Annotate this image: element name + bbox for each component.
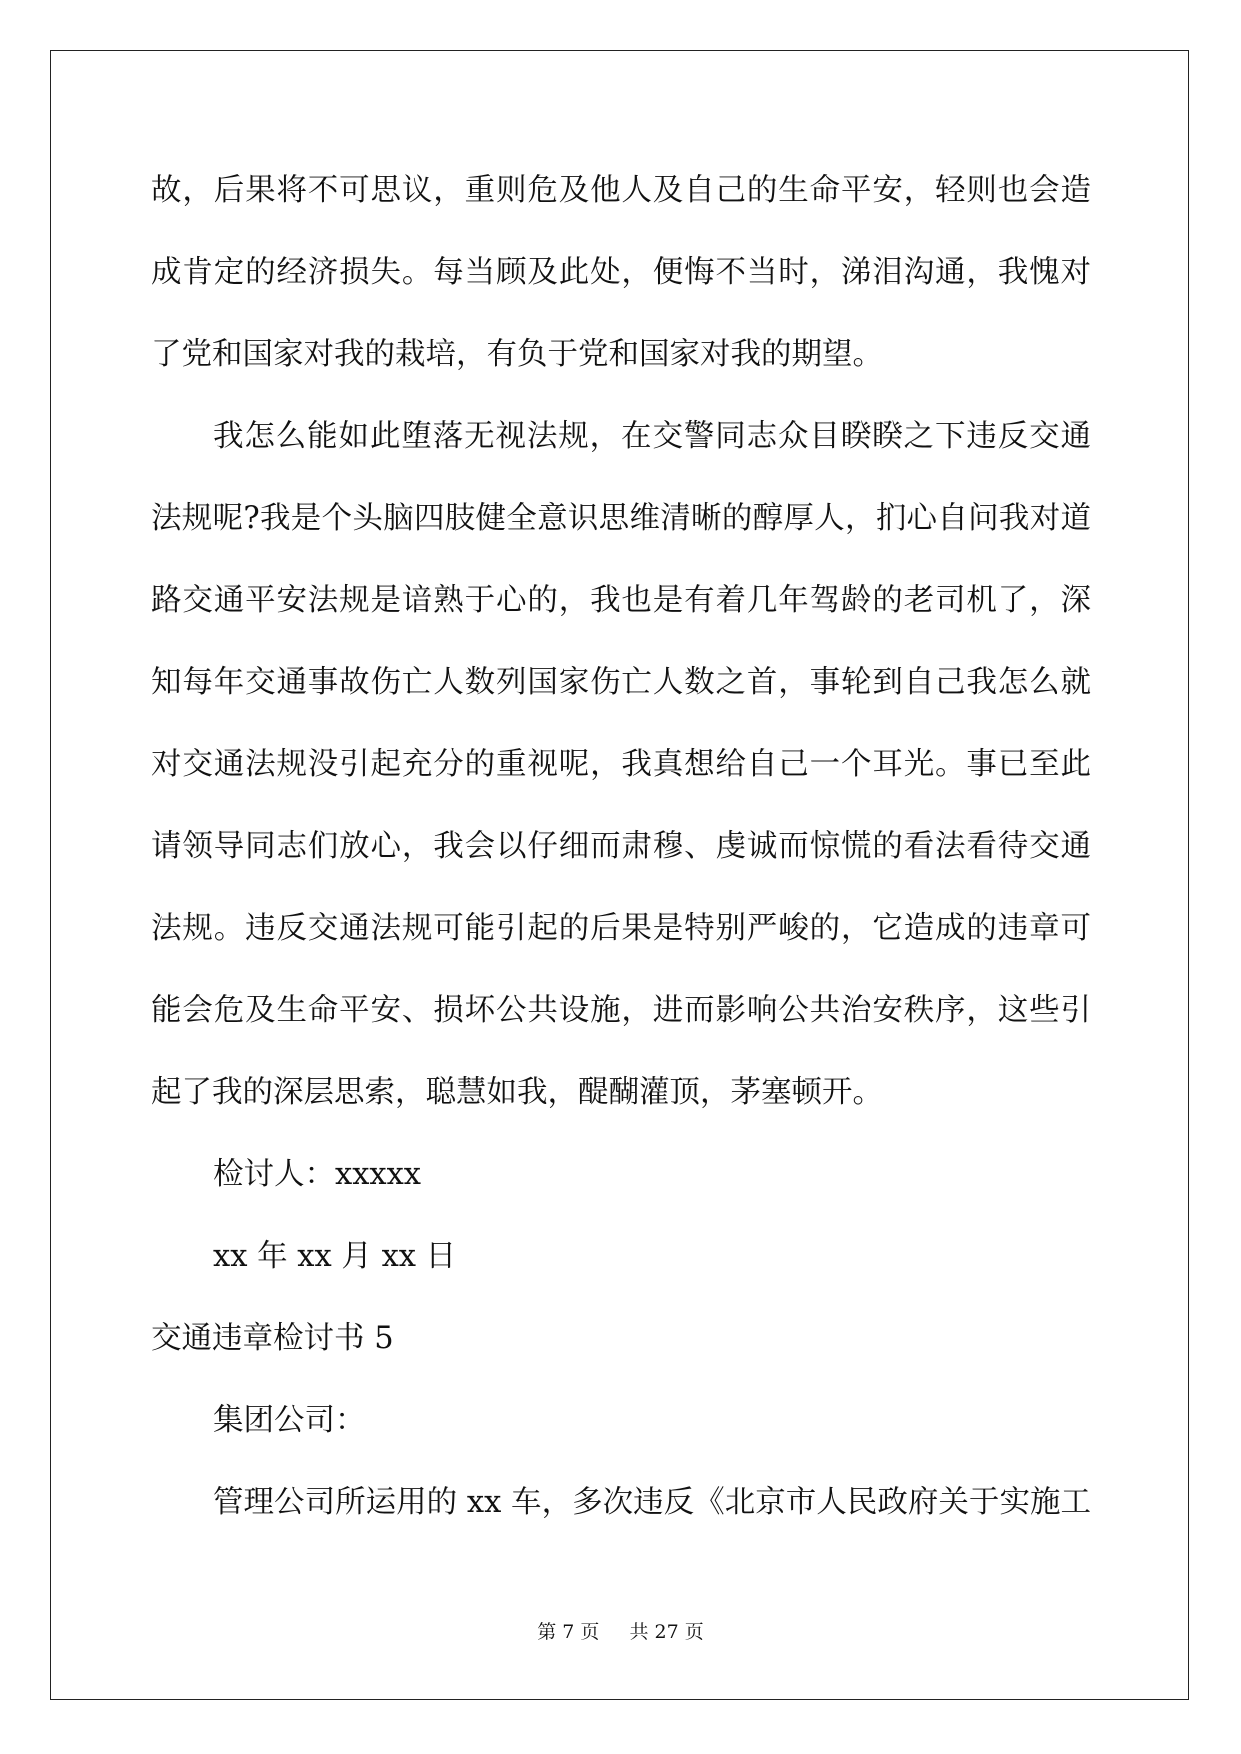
text-line: 法规。违反交通法规可能引起的后果是特别严峻的，它造成的违章可 [151, 911, 1091, 946]
text-line: 法规呢?我是个头脑四肢健全意识思维清晰的醇厚人，扪心自问我对道 [151, 501, 1091, 536]
text-line: 管理公司所运用的 xx 车，多次违反《北京市人民政府关于实施工 [213, 1485, 1091, 1520]
text-line: 我怎么能如此堕落无视法规，在交警同志众目睽睽之下违反交通 [213, 419, 1091, 454]
text-line: 了党和国家对我的栽培，有负于党和国家对我的期望。 [151, 337, 883, 372]
section-heading: 交通违章检讨书 5 [151, 1321, 394, 1356]
page-total: 共 27 页 [629, 1621, 704, 1643]
signature-line: 检讨人：xxxxx [213, 1157, 422, 1192]
text-line: 故，后果将不可思议，重则危及他人及自己的生命平安，轻则也会造 [151, 173, 1091, 208]
document-body [151, 160, 1091, 1554]
page-number: 第 7 页 [537, 1621, 600, 1643]
text-line: 对交通法规没引起充分的重视呢，我真想给自己一个耳光。事已至此 [151, 747, 1091, 782]
text-line: 路交通平安法规是谙熟于心的，我也是有着几年驾龄的老司机了，深 [151, 583, 1091, 618]
text-line: 能会危及生命平安、损坏公共设施，进而影响公共治安秩序，这些引 [151, 993, 1091, 1028]
date-line: xx 年 xx 月 xx 日 [213, 1239, 457, 1274]
text-line: 知每年交通事故伤亡人数列国家伤亡人数之首，事轮到自己我怎么就 [151, 665, 1091, 700]
page-footer [0, 1617, 1241, 1644]
text-line: 起了我的深层思索，聪慧如我，醍醐灌顶，茅塞顿开。 [151, 1075, 883, 1110]
text-line: 成肯定的经济损失。每当顾及此处，便悔不当时，涕泪沟通，我愧对 [151, 255, 1091, 290]
text-line: 请领导同志们放心，我会以仔细而肃穆、虔诚而惊慌的看法看待交通 [151, 829, 1091, 864]
salutation-line: 集团公司： [213, 1403, 366, 1438]
